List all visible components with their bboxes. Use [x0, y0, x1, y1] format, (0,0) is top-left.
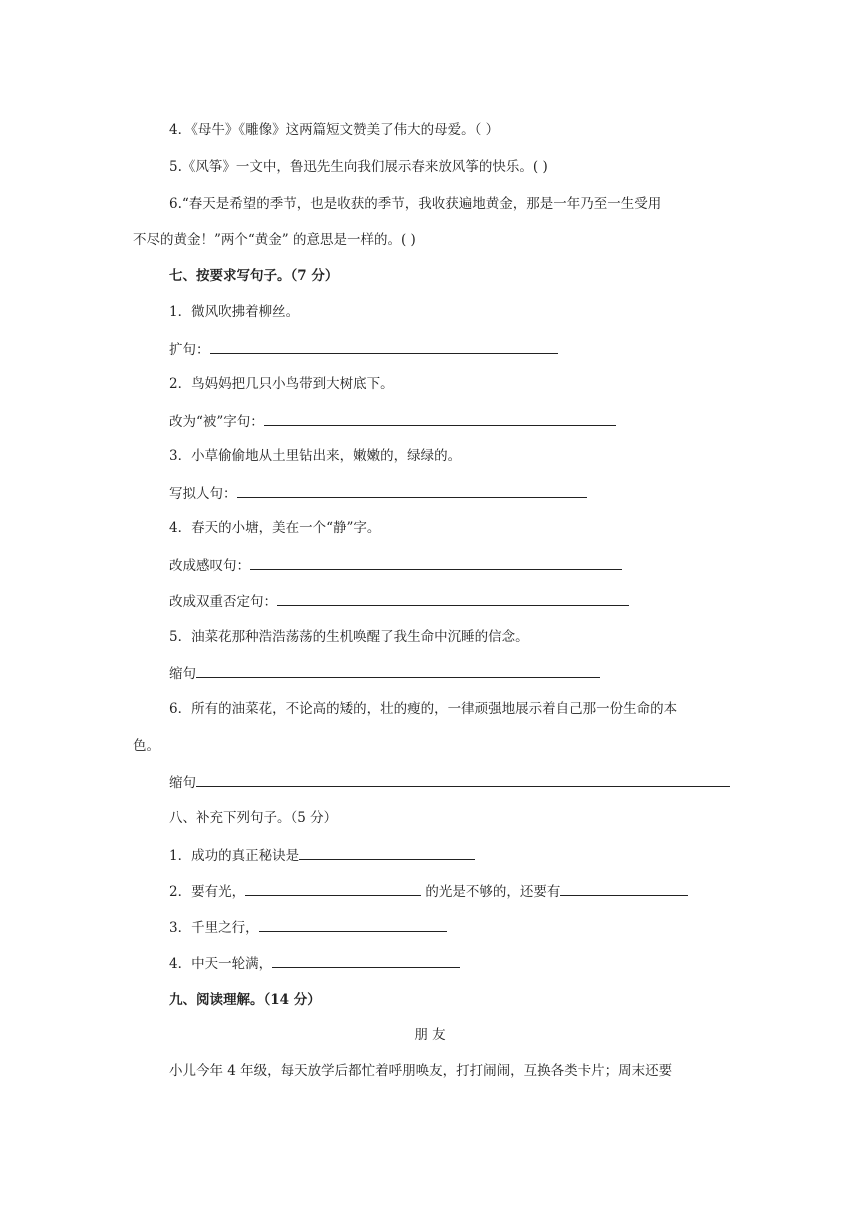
s8-q1 — [169, 845, 475, 866]
s7-q5: 5．油菜花那种浩浩荡荡的生机唤醒了我生命中沉睡的信念。 — [169, 629, 529, 645]
answer-label: 缩句 — [169, 666, 196, 682]
s7-q5-answer — [169, 663, 600, 684]
answer-blank[interactable] — [245, 881, 421, 896]
s7-q6-answer — [169, 772, 730, 793]
s8-q2 — [169, 881, 688, 902]
s7-q3-answer — [169, 483, 587, 504]
s8-q1-text: 1．成功的真正秘诀是 — [169, 848, 300, 864]
s8-q3-text: 3．千里之行， — [169, 920, 259, 936]
answer-blank[interactable] — [259, 917, 447, 932]
answer-blank[interactable] — [210, 339, 558, 354]
answer-blank[interactable] — [196, 772, 730, 787]
s7-q1: 1．微风吹拂着柳丝。 — [169, 304, 300, 320]
s7-q2: 2．鸟妈妈把几只小鸟带到大树底下。 — [169, 376, 394, 392]
s7-q6-line1: 6．所有的油菜花，不论高的矮的，壮的瘦的，一律顽强地展示着自己那一份生命的本 — [169, 701, 678, 717]
answer-blank[interactable] — [299, 845, 475, 860]
s7-q4: 4．春天的小塘，美在一个“静”字。 — [169, 520, 381, 536]
answer-label: 改成感叹句： — [169, 558, 250, 574]
answer-blank[interactable] — [264, 411, 616, 426]
section-8-title: 八、补充下列句子。（5 分） — [169, 810, 338, 826]
answer-blank[interactable] — [196, 663, 600, 678]
section-7-title: 七、按要求写句子。（7 分） — [169, 268, 339, 284]
s7-q2-answer — [169, 411, 616, 432]
s8-q4 — [169, 953, 460, 974]
s8-q4-text: 4．中天一轮满， — [169, 956, 273, 972]
s7-q1-answer — [169, 339, 558, 360]
s8-q2-text-a: 2．要有光， — [169, 884, 246, 900]
answer-label: 改成双重否定句： — [169, 594, 277, 610]
judgment-6-line1: 6.“春天是希望的季节，也是收获的季节，我收获遍地黄金，那是一年乃至一生受用 — [169, 196, 662, 212]
passage-first-line: 小儿今年 4 年级，每天放学后都忙着呼朋唤友，打打闹闹，互换各类卡片；周末还要 — [169, 1063, 673, 1079]
s7-q4-answer-b — [169, 591, 629, 612]
s7-q3: 3．小草偷偷地从土里钻出来，嫩嫩的，绿绿的。 — [169, 448, 462, 464]
answer-blank[interactable] — [250, 555, 622, 570]
answer-label: 扩句： — [169, 342, 210, 358]
answer-label: 改为“被”字句： — [169, 414, 264, 430]
answer-blank[interactable] — [272, 953, 460, 968]
answer-label: 写拟人句： — [169, 486, 237, 502]
answer-label: 缩句 — [169, 775, 196, 791]
judgment-6-line2: 不尽的黄金！”两个“黄金” 的意思是一样的。( ) — [133, 232, 416, 248]
s7-q6-line2: 色。 — [133, 738, 160, 754]
s8-q2-text-b: 的光是不够的，还要有 — [421, 884, 561, 900]
section-9-title: 九、阅读理解。（14 分） — [169, 992, 321, 1008]
s8-q3 — [169, 917, 447, 938]
passage-title: 朋 友 — [414, 1027, 446, 1043]
answer-blank[interactable] — [277, 591, 629, 606]
answer-blank[interactable] — [560, 881, 688, 896]
judgment-4: 4．《母牛》《雕像》这两篇短文赞美了伟大的母爱。（ ） — [169, 122, 500, 138]
s7-q4-answer-a — [169, 555, 622, 576]
answer-blank[interactable] — [237, 483, 587, 498]
judgment-5: 5.《风筝》一文中，鲁迅先生向我们展示春来放风筝的快乐。( ) — [169, 159, 548, 175]
